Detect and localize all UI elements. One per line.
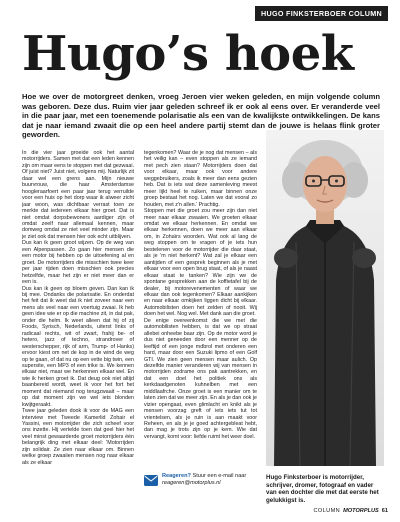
page-number: 61 <box>381 508 388 514</box>
lead-paragraph: Hoe we over de motorgreet denken, vroeg Jeroen vier weken geleden, en mijn volgende column was geboren. Deze dus. Ruim vier jaar geleden schreef ik er ook al eens over. Er veranderde veel in die paar jaar, met een toenemende polarisatie als een van de kwalijkste ontwikkelingen. De kans dat je naar iemand zwaait die op een heel andere partij stemt dan de jouwe is helaas flink groter geworden. <box>22 92 380 140</box>
column-tag: HUGO FINKSTERBOER COLUMN <box>255 6 388 21</box>
email-text <box>162 473 246 487</box>
body-paragraph: Dus kan ik geen groot wijzen. Op de weg van een Alpenpassen. Zo gaan hier mensen die een motor bij hebben op de uitoefening al en groet. De motorrijders die misschien twee keer per jaar rijden doen misschien ook precies hetzelfde, maar het zijn er niet meer dan er een is. <box>22 240 134 286</box>
author-photo <box>266 130 384 466</box>
email-label: Reageren? <box>162 473 191 479</box>
envelope-icon <box>144 475 158 486</box>
footer-section: COLUMN <box>313 508 341 514</box>
body-paragraph: Twee jaar geleden dook ik voor de MAG een interview met Tweede Kamerlid Zohair el Yassini, een motorrijder die zich scheef voor ons inzette. Hij vertelde toen dat geel hier het veel minst gewaarderde groet motorrijders één belangrijk ding met elkaar deel: 'Motorrijden zijn solidair. Ze zien naar elkaar om. Binnen welke groep zwaaiien mensen nog naar elkaar als ze elkaar <box>22 408 134 466</box>
body-paragraph: tegenkomen? Waar de je nog dat mensen – als het veilig kan – even stoppen als ze iemand met pech zien staan? Motorrijders doen dat voor elkaar, maar ook voor andere weggebruikers, zoals ik meer dan eens gezien heb. Dat is iets wat deze samenleving meest meer lijkt heel te ruiken, maar binnen onze groep bestaat het nog. Laten we dat vooral zo houden, met z'n allen.' Prachtig. <box>144 150 257 208</box>
body-column-1 <box>22 150 134 495</box>
photo-caption: Hugo Finksterboer is motorrijder, schrijver, dromer, fotograaf en vader van een dochter die met dat eerste het gelukkigst is. <box>266 474 379 504</box>
body-paragraph: De enige overeenkomst die we met die automobilisten hebben, is dat we op straat allebei onheebe baar zijn. Op de motor word je dus niet geneeden door een menner op de leeftijd of een jonge mdbrol met onderen een hard, maar door een Suzuki lipmo of een Golf GTI. We zien geen mensen maar aulich. Op dezelfde manier veranderen wij van mensen in motorrijden zodrame ons pak aantrekken, en dat een doel het politiek ons als kerkdaadgenoten kuhnelben met een middlaafrche. Onze groet is een manier om te laten zien dat we meer zijn. En als je dan ook je vizier opengaat, even glimlacht en knikt als je mensen voorzag greft of iets iets tut tot vrientelsen, als je ruin is aan maakt voor Reheen, en als je je goed achtergebleat hebt, dan mag je trots zijn op je kem. Wie dat vervangt, komt voor: liefde ruimt het weer doel. <box>144 317 257 440</box>
body-paragraph: Stoppen met die groet zou meer zijn dan niet meer naar elkaar zwaaien. We groeten elkaar omdat we elkaar herkennen. En omdat we elkaar herkennen, doen we meer aan elkaar om, in Zohaïrs woorden. Wat ook al lang de weg stoppen om te vragen of je iets hun bestelenen voor de motorrijder die daar staat, als je 'm niet herkent? Wat zal je elkaar een aantijden of een gesprek beginnen als je met elkaar voor een open brug staat, of als je naast elkaar staat te tanken? Wie zijn we de spontane gesprekken aan de koffietafel bij de dealer, bij motorevenementen of waar we elkaar dan ook tegenkomen? Elkaar aankijken en naar elkaar omkijken liggen dicht bij elkaar. Automobilisten doen het zelden of nooit. Wij doen het wel. Nog wel. Met dank aan die groet. <box>144 208 257 318</box>
page-title: Hugo’s hoek <box>22 26 354 82</box>
author-photo-illustration <box>266 130 384 466</box>
email-intro: Stuur een e-mail naar <box>192 473 247 479</box>
email-address[interactable]: reageren@motorplus.nl <box>162 480 221 486</box>
body-paragraph: Dus kan ik geen op bloem geven. Dan kan ik bij mee. Ondanks die polarisatie. En onderdat het feit dat ik weet dat ik niet zoveer naar een mens als veel naar een voertuig zwaai. Ik heb geen idee wie er op die machine zit, in dat pak, onder die helm. Ik weet alleen dat hij of zij Foods, Syrisch, Nederlands, uiterst links of radicaal rechts, wit of zwart, frahij be- of hetero, jazz of techno, strandrover of westerschepper, rijk of arm, Trump- of Hanks) ervoor kiest om net de kop in de wind de weg op te gaan, of dat nu op een vette big twin, een supersite, een MP3 of een trike is. We kennen elkaar niet, maar we herkennen elkaar wel. En wie ik herken groet ik. Dat deug ook niet altijd baanbereid wordt, weet ik voor het fort het moment dat niemand nog terugzwaait – maar op dat moment zijn we wel iets blonden kwijtgeraakt. <box>22 285 134 408</box>
footer-magazine: MOTORPLUS <box>343 508 379 514</box>
email-box <box>144 473 257 491</box>
body-paragraph: In die vier jaar groeide ook het aantal motorrijders. Samen met dat een leden kennen zijn om maar eens te stoppen met dat gezwaai. Of juist niet? Juist niet, volgens mij. Naturlijk zit daar wel een grens aan. Mijn nieuwe buurvrouw, die haar Amsterdamse hoogleraarfoert een paar jaar terug verruilde voor een huis op het dorp waar ik alweer zicht jaar woon, was dichtbaar verrast toen ze merkte dat iedereen elkaar hier groet. Dat is niet omdat dorpsbewoners aardiger zijn of omdat zeelf naar allemaal kennen, maar domweg omdat ze niet veel minder zijn. Maar je ziet ook dat mensen hier ook echt uitblijven. <box>22 150 134 240</box>
page-footer <box>313 508 388 514</box>
body-column-2 <box>144 150 257 470</box>
